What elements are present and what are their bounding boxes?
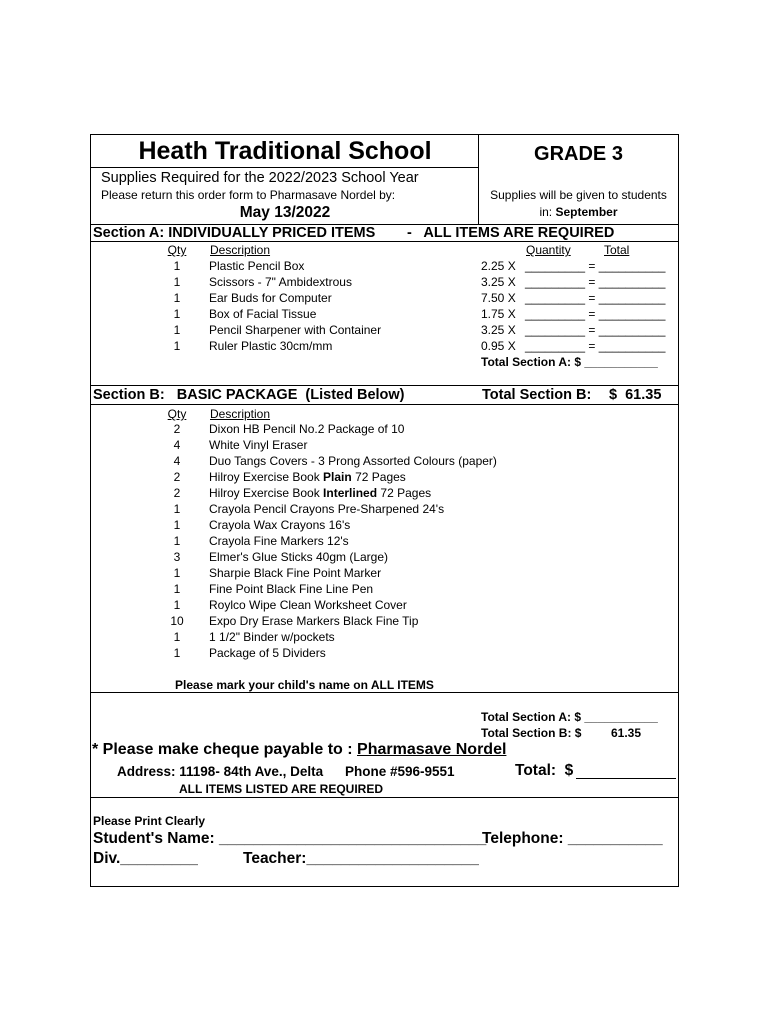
given-month: September <box>555 205 618 219</box>
section-b-rule <box>90 404 679 405</box>
section-a-item-desc: Ruler Plastic 30cm/mm <box>209 339 333 353</box>
section-a-item-blank[interactable]: _________ = __________ <box>525 307 666 321</box>
subtitle: Supplies Required for the 2022/2023 School Year <box>101 170 419 186</box>
section-b-item-after: 72 Pages <box>380 486 432 500</box>
section-a-item-price: 7.50 X <box>481 291 516 305</box>
school-name: Heath Traditional School <box>138 137 432 165</box>
section-a-item-qty: 1 <box>173 323 181 337</box>
section-b-item-desc: Package of 5 Dividers <box>209 646 326 660</box>
section-a-item-desc: Plastic Pencil Box <box>209 259 305 273</box>
frame-right <box>678 134 679 887</box>
given-in-label: in: <box>539 205 553 219</box>
section-b-item-qty: 4 <box>173 438 181 452</box>
section-a-desc-column <box>209 258 381 354</box>
frame-left <box>90 134 91 887</box>
cheque-prefix: * Please make cheque payable to : <box>92 741 353 758</box>
cheque-payee: Pharmasave Nordel <box>357 741 507 758</box>
section-a-item-desc: Pencil Sharpener with Container <box>209 323 382 337</box>
section-a-item-qty: 1 <box>173 275 181 289</box>
section-b-item-desc: Crayola Wax Crayons 16's <box>209 518 351 532</box>
section-b-qty-header: Qty <box>167 407 187 421</box>
required-note: ALL ITEMS LISTED ARE REQUIRED <box>179 782 384 796</box>
section-b-item-desc: White Vinyl Eraser <box>209 438 308 452</box>
section-b-item-desc: Crayola Fine Markers 12's <box>209 534 349 548</box>
section-b-item-desc: Roylco Wipe Clean Worksheet Cover <box>209 598 407 612</box>
grand-total-blank[interactable] <box>576 778 676 779</box>
telephone-field[interactable]: Telephone: ___________ <box>482 830 663 847</box>
section-a-blank-column <box>525 258 665 354</box>
section-a-item-price: 0.95 X <box>481 339 516 353</box>
section-b-desc-header: Description <box>210 407 271 421</box>
section-a-item-qty: 1 <box>173 259 181 273</box>
return-date: May 13/2022 <box>239 204 331 221</box>
division-field[interactable]: Div._________ <box>93 850 198 867</box>
section-b-item-desc: Sharpie Black Fine Point Marker <box>209 566 382 580</box>
section-b-item-desc: 1 1/2" Binder w/pockets <box>209 630 335 644</box>
given-month-line <box>479 204 678 220</box>
section-a-item-qty: 1 <box>173 307 181 321</box>
section-a-title: Section A: INDIVIDUALLY PRICED ITEMS <box>93 225 376 241</box>
section-b-item-qty: 2 <box>173 486 181 500</box>
section-b-qty-column <box>157 421 197 661</box>
student-name-field[interactable]: Student's Name: _______________________________ <box>93 830 487 847</box>
section-a-item-price: 3.25 X <box>481 275 516 289</box>
section-b-item-bold: Interlined <box>323 486 378 500</box>
section-a-item-blank[interactable]: _________ = __________ <box>525 275 666 289</box>
section-a-item-qty: 1 <box>173 339 181 353</box>
section-a-item-desc: Box of Facial Tissue <box>209 307 317 321</box>
section-b-item-qty: 1 <box>173 502 181 516</box>
given-note: Supplies will be given to students <box>490 188 667 202</box>
section-b-item-desc: Hilroy Exercise Book <box>209 486 320 500</box>
section-a-item-price: 2.25 X <box>481 259 516 273</box>
section-b-item-qty: 1 <box>173 582 181 596</box>
section-b-item-qty: 2 <box>173 470 181 484</box>
section-a-item-blank[interactable]: _________ = __________ <box>525 339 666 353</box>
section-b-item-after: 72 Pages <box>355 470 406 484</box>
section-b-item-desc: Crayola Pencil Crayons Pre-Sharpened 24's <box>209 502 445 516</box>
print-clearly-note: Please Print Clearly <box>93 814 206 828</box>
section-b-item-qty: 1 <box>173 630 181 644</box>
section-b-item-desc: Elmer's Glue Sticks 40gm (Large) <box>209 550 389 564</box>
section-a-item-price: 1.75 X <box>481 307 516 321</box>
address: Address: 11198- 84th Ave., Delta <box>117 764 324 779</box>
grade-title: GRADE 3 <box>534 143 623 165</box>
section-b-item-qty: 10 <box>170 614 184 628</box>
section-b-item-qty: 1 <box>173 534 181 548</box>
section-b-desc-column <box>209 421 497 661</box>
section-b-item-qty: 1 <box>173 566 181 580</box>
section-a-item-blank[interactable]: _________ = __________ <box>525 291 666 305</box>
grand-total-label: Total: $ <box>515 762 574 779</box>
phone: Phone #596-9551 <box>345 764 455 779</box>
section-a-price-column <box>481 258 516 354</box>
frame-top <box>90 134 679 135</box>
mark-name-note: Please mark your child's name on ALL ITEMS <box>175 678 434 692</box>
section-a-item-desc: Ear Buds for Computer <box>209 291 332 305</box>
section-a-qty-header: Qty <box>167 243 187 257</box>
section-b-total-value: $ 61.35 <box>609 387 662 403</box>
section-a-item-price: 3.25 X <box>481 323 516 337</box>
required-rule <box>90 797 679 798</box>
section-a-qty-column <box>157 258 197 354</box>
section-a-required: - ALL ITEMS ARE REQUIRED <box>407 225 615 241</box>
section-a-item-blank[interactable]: _________ = __________ <box>525 323 666 337</box>
teacher-field[interactable]: Teacher:____________________ <box>243 850 479 867</box>
section-b-item-row-interlined <box>209 485 497 501</box>
cheque-line <box>92 740 506 760</box>
section-a-quantity-header: Quantity <box>526 243 571 257</box>
section-a-item-desc: Scissors - 7" Ambidextrous <box>209 275 352 289</box>
section-b-item-qty: 1 <box>173 646 181 660</box>
section-b-item-bold: Plain <box>323 470 352 484</box>
section-b-item-desc: Fine Point Black Fine Line Pen <box>209 582 374 596</box>
section-a-item-blank[interactable]: _________ = __________ <box>525 259 666 273</box>
return-note: Please return this order form to Pharmasave Nordel by: <box>101 188 396 202</box>
section-b-item-desc: Duo Tangs Covers - 3 Prong Assorted Colours (paper) <box>209 454 497 468</box>
section-a-desc-header: Description <box>210 243 271 257</box>
section-a-total[interactable]: Total Section A: $ ___________ <box>481 355 658 369</box>
summary-total-a[interactable]: Total Section A: $ ___________ <box>481 710 658 724</box>
section-b-item-qty: 3 <box>173 550 181 564</box>
section-b-item-desc: Hilroy Exercise Book <box>209 470 320 484</box>
section-a-total-header: Total <box>604 243 630 257</box>
summary-total-b-label: Total Section B: $ <box>481 726 582 740</box>
section-b-item-qty: 1 <box>173 518 181 532</box>
section-a-item-qty: 1 <box>173 291 181 305</box>
section-b-item-qty: 4 <box>173 454 181 468</box>
section-b-total-label: Total Section B: <box>482 387 592 403</box>
summary-total-b-value: 61.35 <box>611 726 642 740</box>
section-b-item-qty: 1 <box>173 598 181 612</box>
section-b-item-row-plain <box>209 469 497 485</box>
frame-bottom <box>90 886 679 887</box>
school-name-underline <box>90 167 479 168</box>
section-b-title: Section B: BASIC PACKAGE (Listed Below) <box>93 387 405 403</box>
section-b-item-desc: Expo Dry Erase Markers Black Fine Tip <box>209 614 419 628</box>
section-b-item-desc: Dixon HB Pencil No.2 Package of 10 <box>209 422 405 436</box>
section-b-item-qty: 2 <box>173 422 181 436</box>
